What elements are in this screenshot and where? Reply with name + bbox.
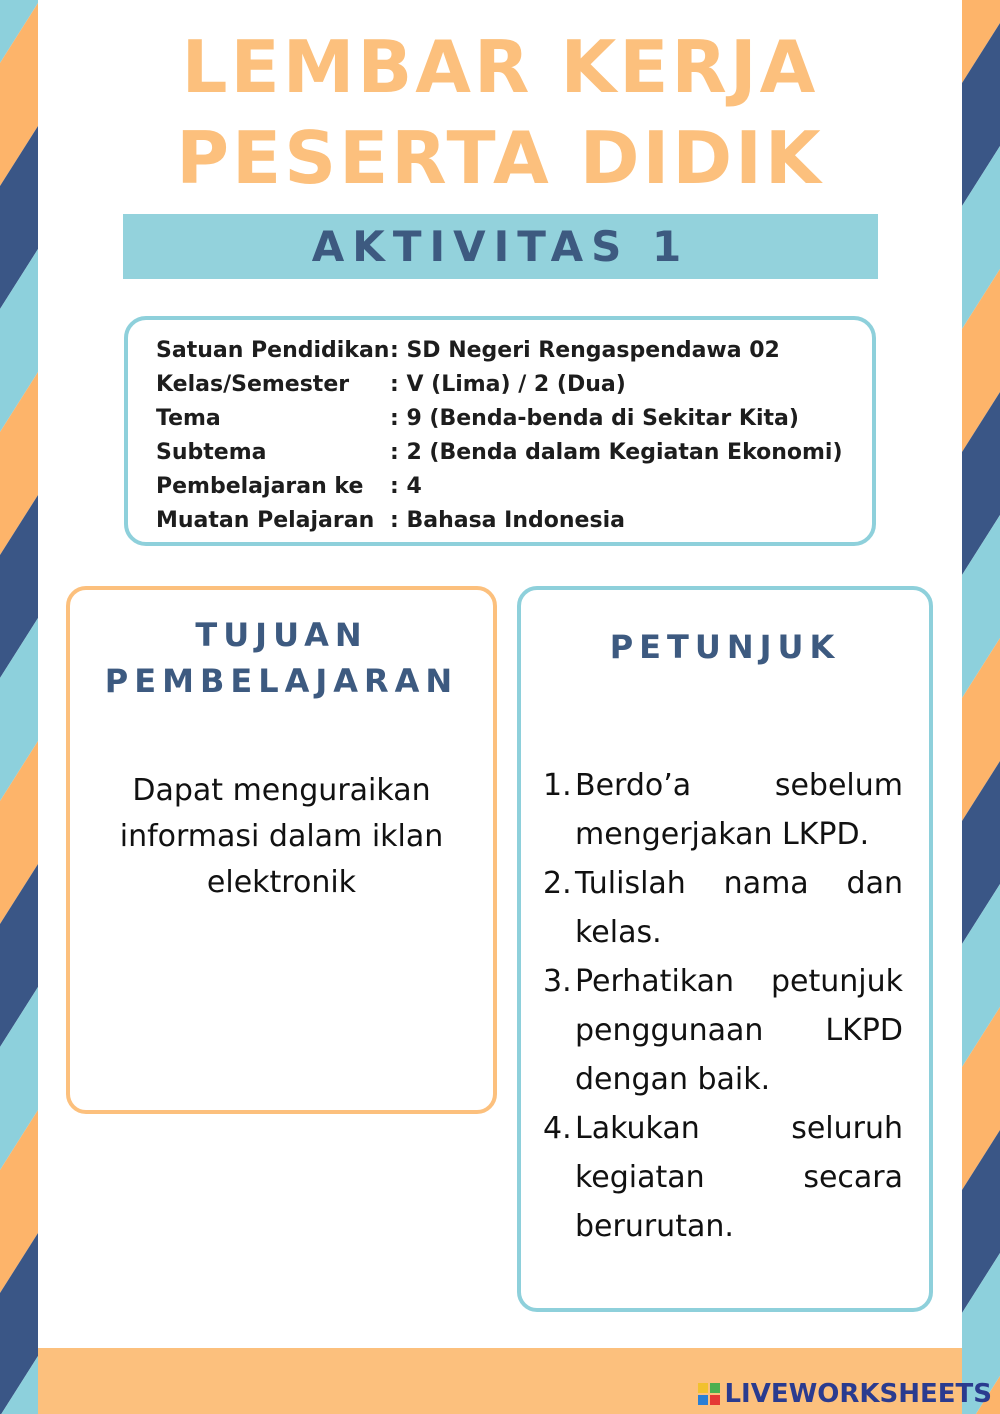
activity-label: AKTIVITAS 1 xyxy=(311,222,690,271)
list-item-text: Tulislah nama dan kelas. xyxy=(575,866,903,950)
learning-goal-text: Dapat menguraikan informasi dalam iklan elektronik xyxy=(119,773,444,900)
list-item xyxy=(543,761,903,859)
list-item-text: Lakukan seluruh kegiatan secara berurutan. xyxy=(575,1111,903,1244)
list-item-number: 4. xyxy=(543,1111,572,1146)
list-item-text: Berdo’a sebelum mengerjakan LKPD. xyxy=(575,768,903,852)
page-title-line-1: LEMBAR KERJA xyxy=(181,25,819,109)
list-item-text: Perhatikan petunjuk penggunaan LKPD dengan baik. xyxy=(575,964,903,1097)
info-label: Kelas/Semester xyxy=(156,372,350,397)
info-value: : 9 (Benda-benda di Sekitar Kita) xyxy=(390,406,799,431)
watermark-text: LIVEWORKSHEETS xyxy=(724,1379,992,1409)
info-label: Pembelajaran ke xyxy=(156,474,364,499)
info-value: : V (Lima) / 2 (Dua) xyxy=(390,372,626,397)
right-striped-border xyxy=(962,0,1000,1414)
list-item xyxy=(543,957,903,1104)
list-item xyxy=(543,1104,903,1251)
page-title-line-2: PESERTA DIDIK xyxy=(176,116,824,200)
info-value: : 2 (Benda dalam Kegiatan Ekonomi) xyxy=(390,440,843,465)
instructions-list xyxy=(543,761,903,1251)
info-value: : Bahasa Indonesia xyxy=(390,508,625,533)
liveworksheets-logo-icon xyxy=(698,1383,720,1405)
learning-goal-panel xyxy=(66,586,497,1114)
info-label: Muatan Pelajaran xyxy=(156,508,375,533)
info-value: : SD Negeri Rengaspendawa 02 xyxy=(390,338,780,363)
info-label: Satuan Pendidikan xyxy=(156,338,390,363)
liveworksheets-watermark[interactable] xyxy=(698,1380,992,1408)
info-label: Subtema xyxy=(156,440,267,465)
left-striped-border xyxy=(0,0,38,1414)
info-label: Tema xyxy=(156,406,221,431)
list-item-number: 2. xyxy=(543,866,572,901)
list-item-number: 1. xyxy=(543,768,572,803)
goal-heading-line-1: TUJUAN xyxy=(195,616,368,654)
list-item xyxy=(543,859,903,957)
info-value: : 4 xyxy=(390,474,422,499)
identity-info-box xyxy=(124,316,876,546)
activity-banner xyxy=(123,214,878,279)
list-item-number: 3. xyxy=(543,964,572,999)
instructions-panel xyxy=(517,586,933,1312)
goal-heading-line-2: PEMBELAJARAN xyxy=(104,662,459,700)
instructions-heading: PETUNJUK xyxy=(609,628,841,666)
